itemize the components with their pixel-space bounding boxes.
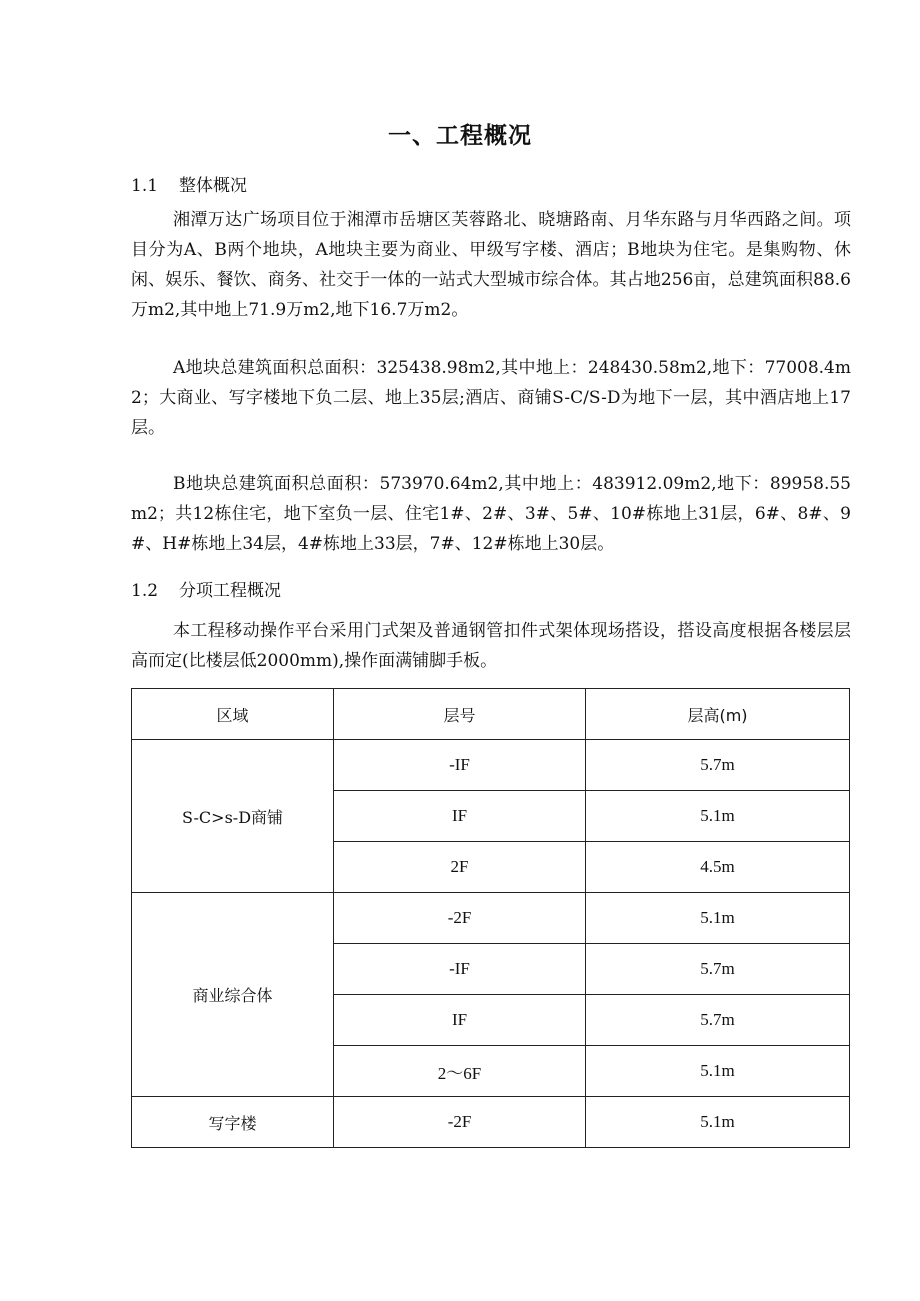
floor-cell: 2F — [334, 842, 586, 893]
header-height: 层高(m) — [586, 689, 850, 740]
section-title: 整体概况 — [179, 176, 247, 196]
section-number: 1.1 — [131, 176, 159, 196]
height-cell: 5.1m — [586, 1046, 850, 1097]
floor-cell: IF — [334, 995, 586, 1046]
floor-cell: IF — [334, 791, 586, 842]
zone-cell: S-C>s-D商铺 — [132, 740, 334, 893]
height-cell: 5.7m — [586, 944, 850, 995]
floor-cell: -2F — [334, 1097, 586, 1148]
header-zone: 区域 — [132, 689, 334, 740]
section-title: 分项工程概况 — [179, 581, 281, 601]
header-floor: 层号 — [334, 689, 586, 740]
paragraph-plot-a: A地块总建筑面积总面积：325438.98m2,其中地上：248430.58m2,地下：77008.4m2；大商业、写字楼地下负二层、地上35层;酒店、商铺S-C/S-D为地下一层，其中酒店地上17层。 — [131, 358, 851, 438]
zone-cell: 写字楼 — [132, 1097, 334, 1148]
page-title: 一、工程概况 — [388, 123, 532, 149]
height-cell: 4.5m — [586, 842, 850, 893]
paragraph-plot-b: B地块总建筑面积总面积：573970.64m2,其中地上：483912.09m2,地下：89958.55m2；共12栋住宅，地下室负一层、住宅1#、2#、3#、5#、10#栋地上31层，6#、8#、9#、H#栋地上34层，4#栋地上33层，7#、12#栋地上30层。 — [131, 474, 851, 554]
table-row — [132, 893, 850, 944]
height-cell: 5.7m — [586, 740, 850, 791]
paragraph-project-overview: 湘潭万达广场项目位于湘潭市岳塘区芙蓉路北、晓塘路南、月华东路与月华西路之间。项目分为A、B两个地块，A地块主要为商业、甲级写字楼、酒店；B地块为住宅。是集购物、休闲、娱乐、餐饮、商务、社交于一体的一站式大型城市综合体。其占地256亩，总建筑面积88.6万m2,其中地上71.9万m2,地下16.7万m2。 — [131, 210, 851, 320]
height-cell: 5.1m — [586, 1097, 850, 1148]
floor-cell: 2～6F — [334, 1046, 586, 1097]
height-cell: 5.1m — [586, 893, 850, 944]
section-heading-overall — [131, 172, 247, 200]
floor-cell: -IF — [334, 740, 586, 791]
floor-height-table — [131, 688, 850, 1148]
floor-cell: -IF — [334, 944, 586, 995]
section-number: 1.2 — [131, 581, 159, 601]
table-row — [132, 740, 850, 791]
section-heading-subitem — [131, 577, 281, 605]
height-cell: 5.1m — [586, 791, 850, 842]
table-row — [132, 1097, 850, 1148]
floor-cell: -2F — [334, 893, 586, 944]
zone-cell: 商业综合体 — [132, 893, 334, 1097]
height-cell: 5.7m — [586, 995, 850, 1046]
paragraph-platform: 本工程移动操作平台采用门式架及普通钢管扣件式架体现场搭设，搭设高度根据各楼层层高而定(比楼层低2000mm),操作面满铺脚手板。 — [131, 621, 851, 671]
table-header-row — [132, 689, 850, 740]
